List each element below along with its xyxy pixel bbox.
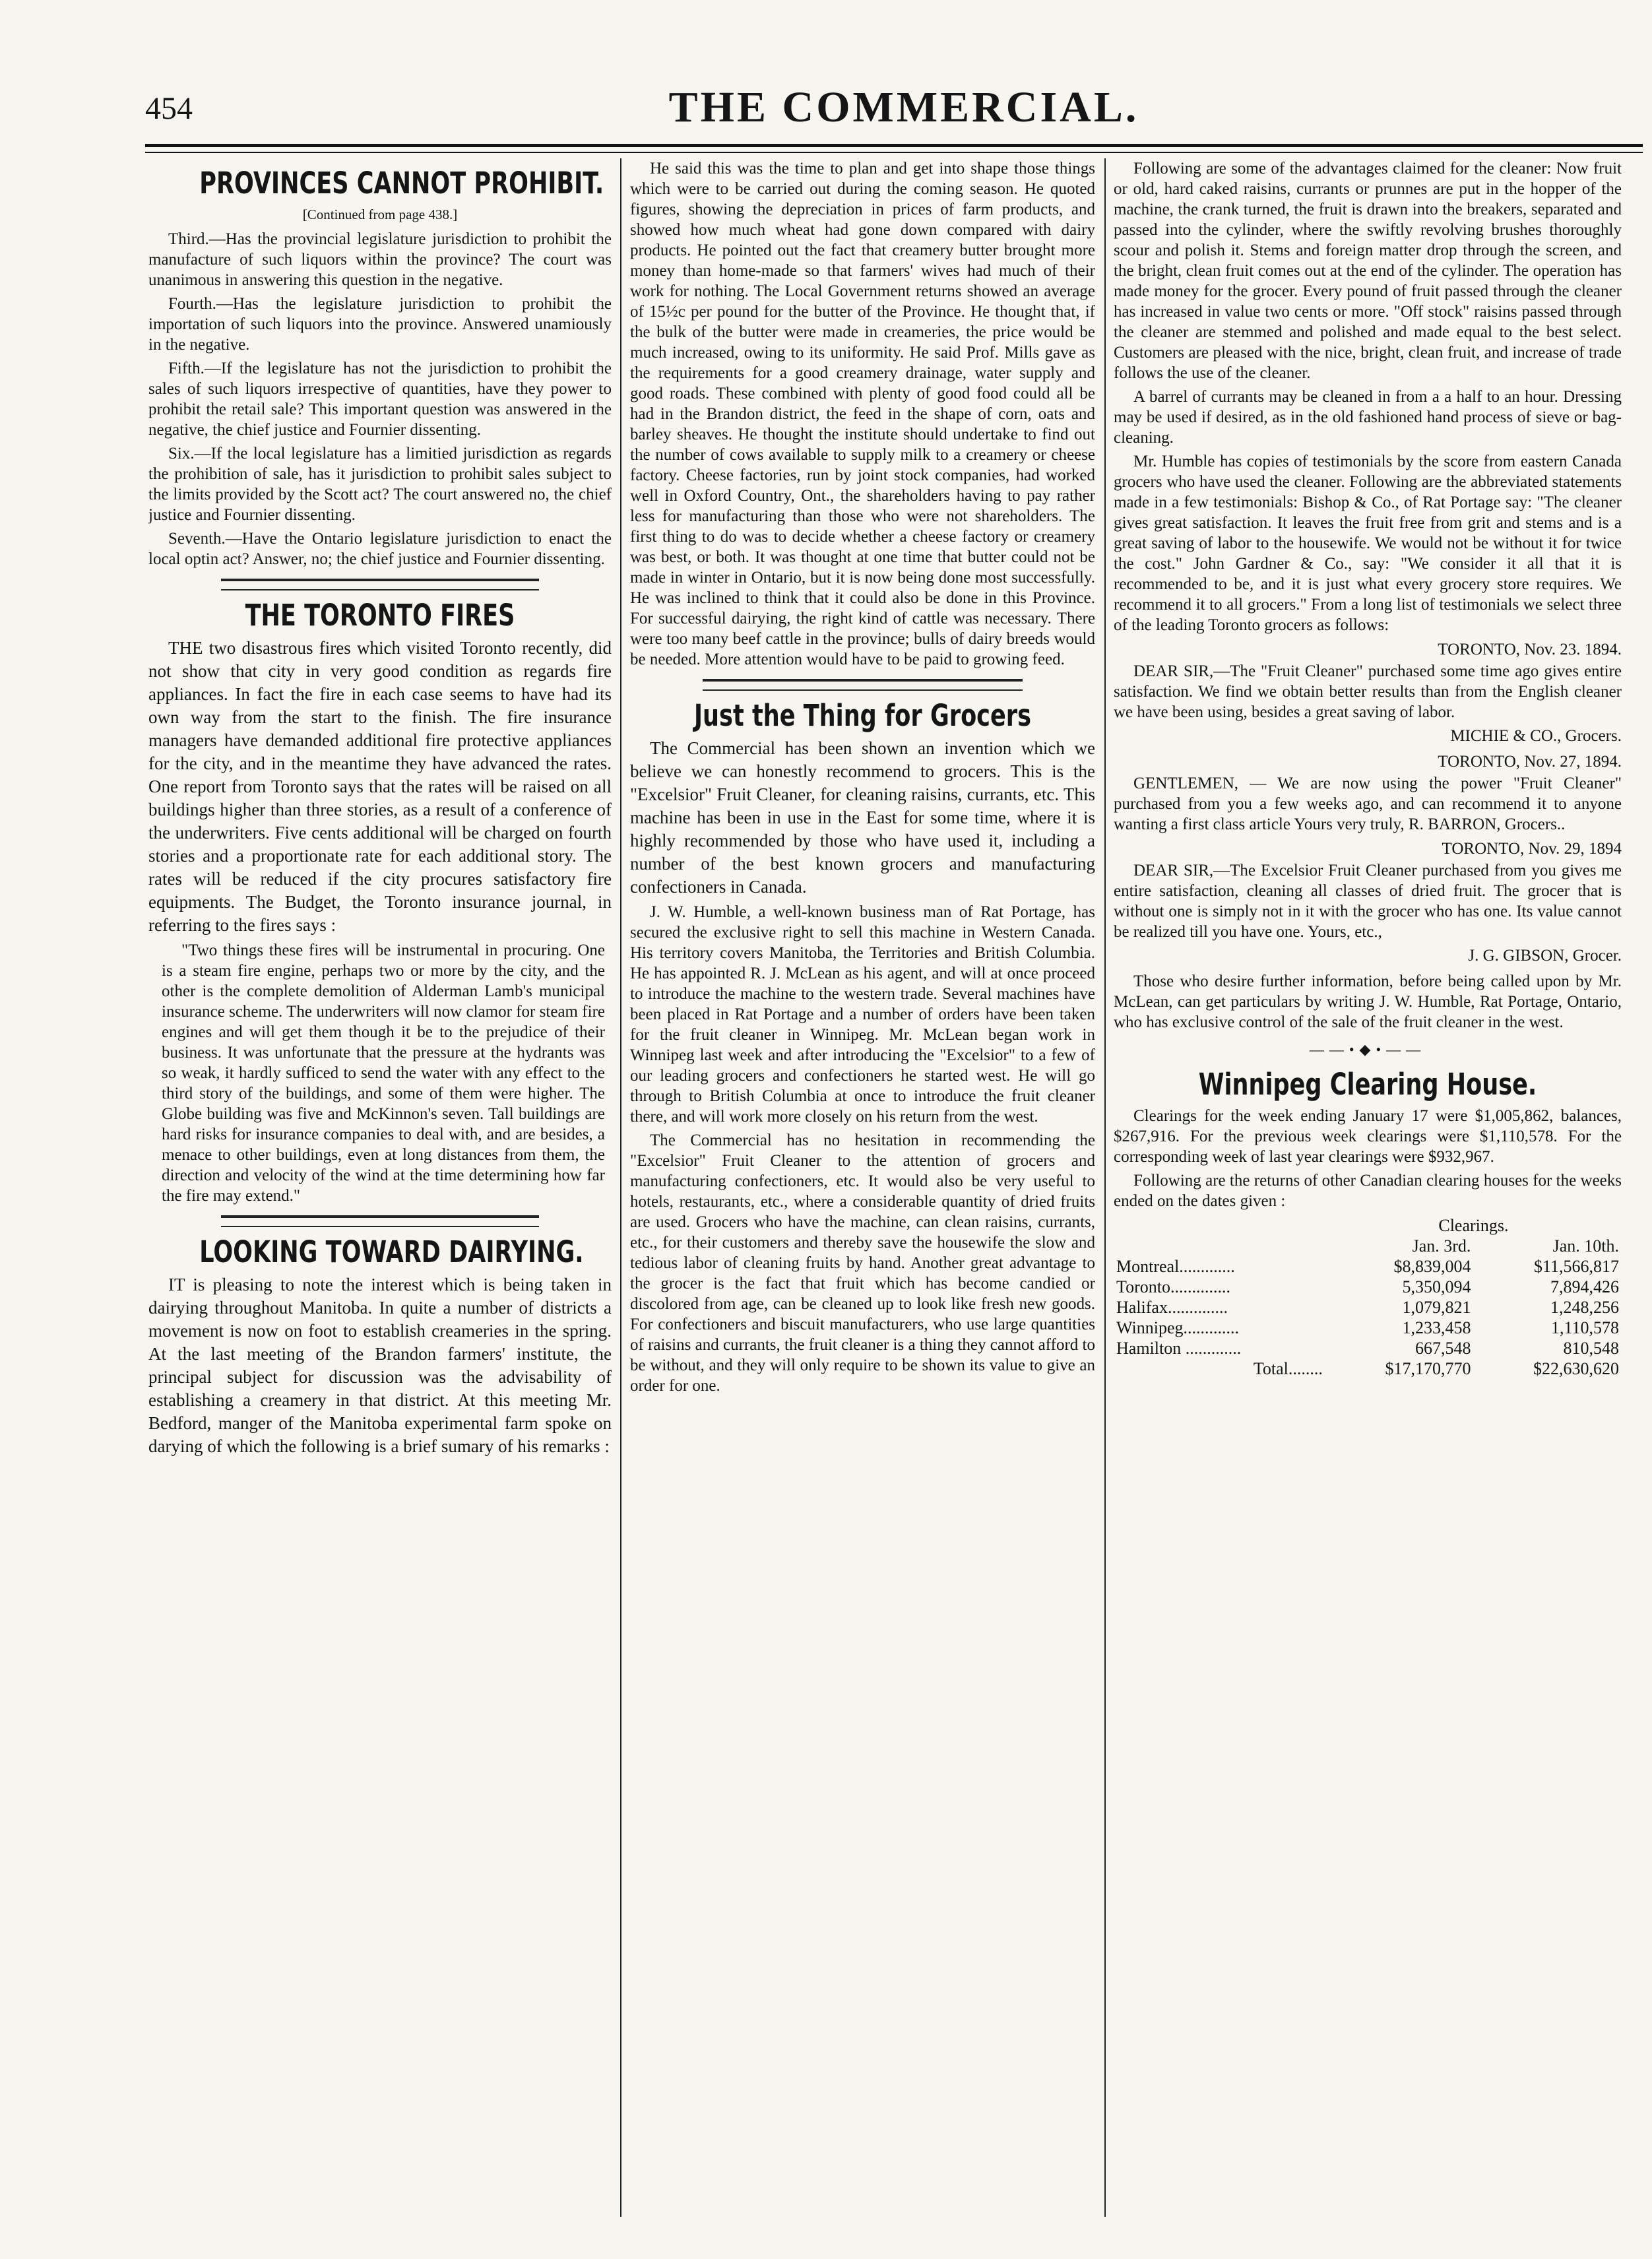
article-separator <box>221 579 539 590</box>
value-cell: $8,839,004 <box>1393 1257 1471 1276</box>
ornament-divider: ——•◆•—— <box>1309 1041 1426 1058</box>
value-cell: $11,566,817 <box>1533 1257 1619 1276</box>
testimonial-body: GENTLEMEN, — We are now using the power "Fruit Cleaner" purchased from you a few weeks ago, and can recommend it to anyone wanting a first class article Yours very truly, R. BARRON, Grocers.. <box>1114 775 1622 833</box>
value-cell: 5,350,094 <box>1402 1277 1471 1296</box>
total-label: Total........ <box>1253 1359 1323 1378</box>
total-row <box>1114 1358 1622 1379</box>
article-quote: "Two things these fires will be instrumental in procuring. One is a steam fire engine, perhaps two or more by the city, and the other is the complete demolition of Alderman Lamb's municipal insurance scheme. The underwriters will now clamor for steam fire engines and will get them though it be to the prejudice of their business. It was unfortunate that the pressure at the hydrants was so weak, it hardly sufficed to send the water with any effect to the third story of the buildings, and some of them were higher. The Globe building was five and McKinnon's seven. Tall buildings are hard risks for insurance companies to deal with, and are besides, a menace to other buildings, even at long distances from them, the direction and velocity of the wind at the time determining how far the fire may extend." <box>162 941 605 1205</box>
testimonial-dateline: TORONTO, Nov. 27, 1894. <box>1438 753 1622 771</box>
value-cell: 1,248,256 <box>1550 1298 1619 1317</box>
article-paragraph: The Commercial has been shown an invention which we believe we can honestly recommend to grocers. This is the "Excelsior" Fruit Cleaner, for cleaning raisins, currants, etc. This machine has been in use in the East for some time, where it is highly recommended by those who have used it, including a number of the best known grocers and manufacturing confectioners in Canada. <box>630 738 1095 897</box>
value-cell: 810,548 <box>1563 1339 1619 1358</box>
article-title: Winnipeg Clearing House. <box>1198 1067 1537 1102</box>
header-rule-thin <box>145 152 1643 153</box>
table-row <box>1114 1338 1622 1358</box>
table-row <box>1114 1297 1622 1318</box>
article-separator <box>221 1215 539 1227</box>
value-cell: 667,548 <box>1414 1339 1471 1358</box>
value-cell: 1,233,458 <box>1402 1318 1471 1337</box>
article-separator <box>703 679 1023 691</box>
header-rule <box>145 144 1643 147</box>
clearings-group-header: Clearings. <box>1438 1216 1509 1235</box>
value-cell: 1,079,821 <box>1402 1298 1471 1317</box>
column-3 <box>1114 158 1622 2217</box>
testimonial-signature: MICHIE & CO., Grocers. <box>1450 727 1622 745</box>
total-value: $22,630,620 <box>1533 1359 1619 1378</box>
city-cell: Halifax.............. <box>1116 1298 1228 1317</box>
value-cell: 1,110,578 <box>1550 1318 1619 1337</box>
column-2 <box>630 158 1095 2217</box>
table-row <box>1114 1256 1622 1277</box>
column-divider <box>620 158 621 2217</box>
article-title: LOOKING TOWARD DAIRYING. <box>199 1234 584 1269</box>
column-1 <box>148 158 612 2217</box>
city-cell: Winnipeg............. <box>1116 1318 1239 1337</box>
article-paragraph: Six.—If the local legislature has a limitied jurisdiction as regards the prohibition of sale, has it jurisdiction to prohibit sales subject to the limits provided by the Scott act? The court answered no, the chief justice and Fournier dissenting. <box>148 445 612 524</box>
article-paragraph: Fifth.—If the legislature has not the jurisdiction to prohibit the sales of such liquors irrespective of quantities, have they power to prohibit the retail sale? This important question was answered in the negative, the chief justice and Fournier dissenting. <box>148 360 612 439</box>
article-paragraph: Mr. Humble has copies of testimonials by the score from eastern Canada grocers who have used the cleaner. Following are the abbreviated statements made in a few testimonials: Bishop & Co., of Rat Portage say: "The cleaner gives great satisfaction. It leaves the fruit free from grit and stems and is a great saving of labor to the housewife. We would not be without it for twice the cost." John Gardner & Co., say: "We consider it all that it is recommended to be, and it is just what every grocery store requires. We recommend it to all grocers." From a long list of testimonials we select three of the leading Toronto grocers as follows: <box>1114 453 1622 634</box>
clearings-table <box>1114 1215 1622 1379</box>
city-cell: Montreal............. <box>1116 1257 1235 1276</box>
article-paragraph: He said this was the time to plan and get into shape those things which were to be carried out during the coming season. He quoted figures, showing the depreciation in prices of farm products, and showed how much wheat had gone down compared with dairy products. He pointed out the fact that creamery butter brought more money than home-made so that farmers' wives had much of their work for nothing. The Local Government returns showed an average of 15½c per pound for the butter of the Province. He thought that, if the bulk of the butter were made in creameries, the price would be much increased, owing to its uniformity. He said Prof. Mills gave as the requirements for a good creamery drainage, water supply and good roads. These combined with plenty of good food could all be had in the Brandon district, the feed in the shape of corn, oats and barley sheaves. He thought the institute should undertake to find out the number of cows available to supply milk to a creamery or cheese factory. Cheese factories, run by joint stock companies, had worked well in Oxford Country, Ont., the shareholders having to pay rather less for manufacturing than those who were not shareholders. The first thing to do was to decide whether a cheese factory or creamery was best, or both. It was thought at one time that butter could not be made in winter in Ontario, but it is now being done most successfully. He was inclined to think that it could also be done in this Province. For successful dairying, the right kind of cattle was necessary. There were too many beef cattle in the province; bulls of dairy breeds would be needed. More attention would have to be paid to growing feed. <box>630 160 1095 668</box>
testimonial-body: DEAR SIR,—The "Fruit Cleaner" purchased some time ago gives entire satisfaction. We find we obtain better results than from the English cleaner we have been using, besides a great saving of labor. <box>1114 662 1622 721</box>
testimonial-dateline: TORONTO, Nov. 23. 1894. <box>1438 641 1622 658</box>
total-value: $17,170,770 <box>1385 1359 1471 1378</box>
table-row <box>1114 1277 1622 1297</box>
column-header: Jan. 3rd. <box>1412 1236 1471 1256</box>
article-paragraph: THE two disastrous fires which visited Toronto recently, did not show that city in very good condition as regards fire appliances. In fact the fire in each case seems to have had its own way from the start to the finish. The fire insurance managers have demanded additional fire protective appliances for the city, and in the meantime they have advanced the rates. One report from Toronto says that the rates will be raised on all buildings higher than three stories, as a result of a conference of the underwriters. Five cents additional will be charged on fourth stories and a proportionate rate for each additional story. The rates will be reduced if the city procures satisfactory fire equipments. The Budget, the Toronto insurance journal, in referring to the fires says : <box>148 638 612 935</box>
article-paragraph: Clearings for the week ending January 17 were $1,005,862, balances, $267,916. For the previous week clearings were $1,110,578. For the corresponding week of last year clearings were $932,967. <box>1114 1107 1622 1166</box>
article-title: THE TORONTO FIRES <box>245 598 515 633</box>
city-cell: Hamilton ............. <box>1116 1339 1242 1358</box>
article-paragraph: Following are some of the advantages claimed for the cleaner: Now fruit or old, hard caked raisins, currants or prunnes are put in the hopper of the machine, the crank turned, the fruit is drawn into the breakers, separated and passed into the cylinder, where the swiftly revolving brushes thoroughly scour and polish it. Stems and foreign matter drop through the screen, and the bright, clean fruit comes out at the end of the cylinder. The operation has made money for the grocer. Every pound of fruit passed through the cleaner has increased in value two cents or more. "Off stock" raisins passed through the cleaner are stemmed and polished and made equal to the best select. Customers are pleased with the nice, bright, clean fruit, and increase of trade follows the use of the cleaner. <box>1114 160 1622 382</box>
testimonial-body: DEAR SIR,—The Excelsior Fruit Cleaner purchased from you gives me entire satisfaction, cleaning all classes of dried fruit. The grocer that is without one is simply not in it with the grocer who has one. Its value cannot be realized till you have one. Yours, etc., <box>1114 862 1622 941</box>
article-paragraph: Those who desire further information, before being called upon by Mr. McLean, can get particulars by writing J. W. Humble, Rat Portage, Ontario, who has exclusive control of the sale of the fruit cleaner in the west. <box>1114 972 1622 1031</box>
article-continued-note: [Continued from page 438.] <box>302 207 458 222</box>
table-row <box>1114 1318 1622 1338</box>
article-paragraph: Third.—Has the provincial legislature jurisdiction to prohibit the manufacture of such liquors within the province? The court was unanimous in answering this question in the negative. <box>148 230 612 289</box>
article-paragraph: Following are the returns of other Canadian clearing houses for the weeks ended on the dates given : <box>1114 1172 1622 1210</box>
article-paragraph: J. W. Humble, a well-known business man of Rat Portage, has secured the exclusive right to sell this machine in Western Canada. His territory covers Manitoba, the Territories and British Columbia. He has appointed R. J. McLean as his agent, and will at once proceed to introduce the machine to the western trade. Several machines have been placed in Rat Portage and a number of orders have been taken for the fruit cleaner in Winnipeg. Mr. McLean began work in Winnipeg last week and after introducing the "Excelsior" to a few of our leading grocers and confectioners he started west. He will go through to British Columbia at once to introduce the fruit cleaner there, and will work more closely on his return from the west. <box>630 903 1095 1126</box>
article-paragraph: A barrel of currants may be cleaned in from a a half to an hour. Dressing may be used if desired, as in the old fashioned hand process of sieve or bag-cleaning. <box>1114 388 1622 447</box>
article-title: PROVINCES CANNOT PROHIBIT. <box>199 166 604 201</box>
city-cell: Toronto.............. <box>1116 1277 1230 1296</box>
article-paragraph: IT is pleasing to note the interest which is being taken in dairying throughout Manitoba. In quite a number of districts a movement is now on foot to establish creameries in the spring. At the last meeting of the Brandon farmers' institute, the principal subject for discussion was the advisability of establishing a creamery in that district. At this meeting Mr. Bedford, manger of the Manitoba experimental farm spoke on darying of which the following is a brief sumary of his remarks : <box>148 1275 612 1456</box>
article-paragraph: Fourth.—Has the legislature jurisdiction to prohibit the importation of such liquors into the province. Answered unamiously in the negative. <box>148 295 612 354</box>
testimonial-signature: J. G. GIBSON, Grocer. <box>1468 947 1622 965</box>
column-header: Jan. 10th. <box>1552 1236 1619 1256</box>
column-divider <box>1104 158 1106 2217</box>
page-number: 454 <box>145 91 193 126</box>
masthead: THE COMMERCIAL. <box>668 83 1139 131</box>
article-title: Just the Thing for Grocers <box>694 698 1031 733</box>
article-paragraph: The Commercial has no hesitation in recommending the "Excelsior" Fruit Cleaner to the attention of grocers and manufacturing confectioners, etc. It would also be very useful to hotels, restaurants, etc., where a considerable quantity of dried fruits are used. Grocers who have the machine, can clean raisins, currants, etc., for their customers and thereby save the housewife the slow and tedious labor of cleaning fruits by hand. Another great advantage to the grocer is the fact that fruit which has become candied or discolored from age, can be cleaned up to look like fresh new goods. For confectioners and biscuit manufacturers, who use large quantities of raisins and currants, the fruit cleaner is a thing they cannot afford to be without, and they will only require to be shown its value to give an order for one. <box>630 1131 1095 1395</box>
testimonial-dateline: TORONTO, Nov. 29, 1894 <box>1442 840 1622 858</box>
article-paragraph: Seventh.—Have the Ontario legislature jurisdiction to enact the local optin act? Answer, no; the chief justice and Fournier dissenting. <box>148 530 612 568</box>
page-header <box>145 82 1652 142</box>
value-cell: 7,894,426 <box>1550 1277 1619 1296</box>
